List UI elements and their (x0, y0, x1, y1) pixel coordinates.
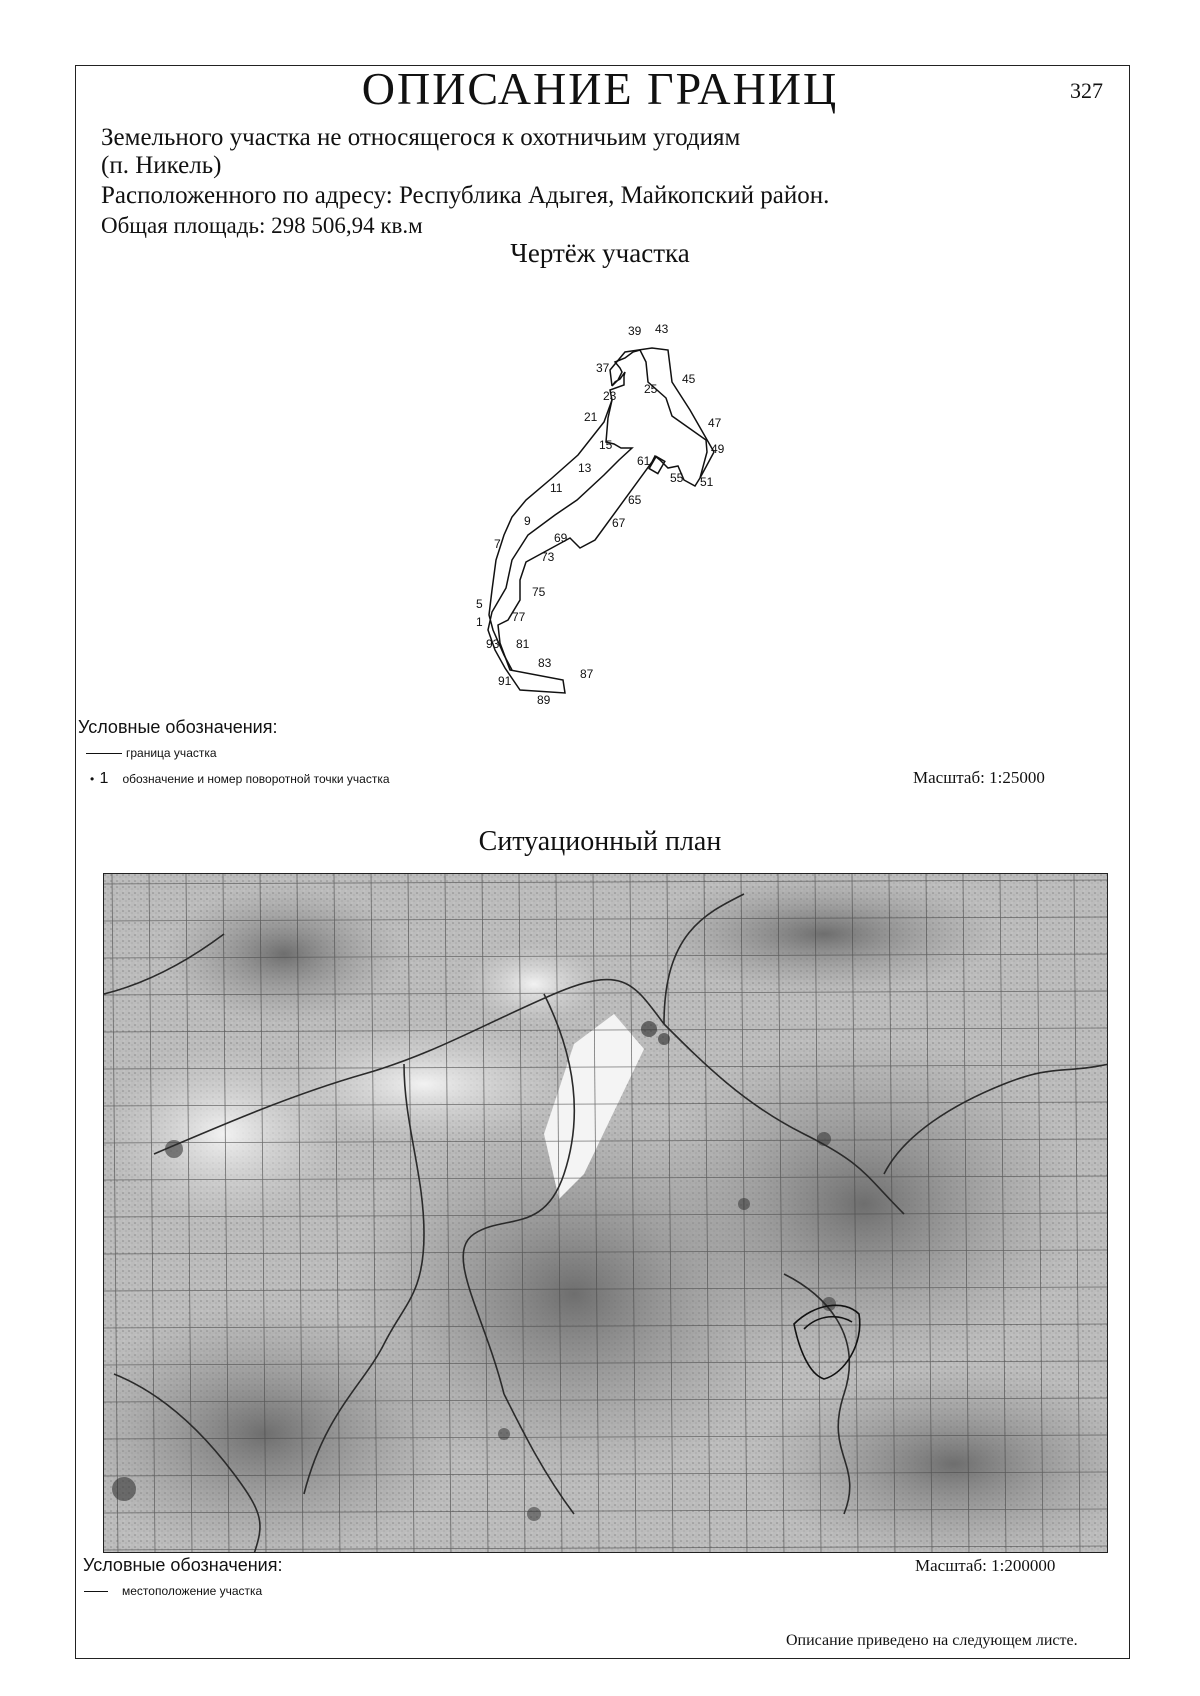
parcel-description: Земельного участка не относящегося к охотничьим угодиям (101, 124, 741, 151)
location-line-symbol (84, 1591, 108, 1592)
settlement-name: (п. Никель) (101, 152, 222, 179)
point-label-73: 73 (541, 550, 555, 564)
point-label-81: 81 (516, 637, 530, 651)
parcel-boundary-west (489, 400, 612, 670)
drawing-scale: Масштаб: 1:25000 (913, 768, 1045, 787)
drawing-heading: Чертёж участка (510, 238, 690, 268)
legend-boundary-row (86, 746, 217, 760)
legend-location-row (84, 1584, 262, 1598)
point-label-37: 37 (596, 361, 610, 375)
point-label-15: 15 (599, 438, 613, 452)
point-label-39: 39 (628, 324, 642, 338)
situation-scale: Масштаб: 1:200000 (915, 1556, 1056, 1575)
point-label-55: 55 (670, 471, 684, 485)
point-label-65: 65 (628, 493, 642, 507)
point-label-43: 43 (655, 322, 669, 336)
point-label-77: 77 (512, 610, 526, 624)
point-label-11: 11 (550, 481, 563, 495)
parcel-drawing (0, 0, 1200, 720)
parcel-notch (649, 456, 665, 473)
situation-plan-heading: Ситуационный план (478, 826, 722, 857)
footer-note: Описание приведено на следующем листе. (786, 1632, 1078, 1649)
point-label-5: 5 (476, 597, 483, 611)
point-label-51: 51 (700, 475, 714, 489)
point-label-91: 91 (498, 674, 512, 688)
point-label-67: 67 (612, 516, 626, 530)
point-label-23: 23 (603, 389, 617, 403)
legend-boundary-label: граница участка (126, 746, 217, 760)
parcel-boundary-north (610, 348, 714, 478)
point-label-7: 7 (494, 537, 501, 551)
situation-map (103, 873, 1108, 1553)
situation-legend-title: Условные обозначения: (83, 1555, 283, 1575)
point-label-87: 87 (580, 667, 594, 681)
point-label-9: 9 (524, 514, 531, 528)
point-label-89: 89 (537, 693, 551, 707)
point-label-13: 13 (578, 461, 592, 475)
point-label-45: 45 (682, 372, 696, 386)
point-label-1: 1 (476, 615, 483, 629)
point-label-49: 49 (711, 442, 725, 456)
point-label-47: 47 (708, 416, 722, 430)
page-number: 327 (1070, 78, 1103, 103)
point-label-75: 75 (532, 585, 546, 599)
point-label-69: 69 (554, 531, 568, 545)
boundary-line-symbol (86, 753, 122, 754)
parcel-area: Общая площадь: 298 506,94 кв.м (101, 213, 423, 238)
parcel-address: Расположенного по адресу: Республика Адыгея, Майкопский район. (101, 182, 830, 209)
drawing-legend-title: Условные обозначения: (78, 717, 278, 737)
point-label-21: 21 (584, 410, 598, 424)
point-label-83: 83 (538, 656, 552, 670)
point-label-61: 61 (637, 454, 651, 468)
point-dot-symbol: • (90, 772, 95, 786)
point-label-25: 25 (644, 382, 658, 396)
legend-location-label: местоположение участка (122, 1584, 263, 1598)
legend-point-symbol: 1 (99, 770, 109, 787)
topographic-map-image (104, 874, 1108, 1553)
legend-point-label: обозначение и номер поворотной точки участка (122, 772, 390, 786)
legend-point-row (90, 770, 390, 788)
document-title: ОПИСАНИЕ ГРАНИЦ (361, 63, 839, 114)
point-label-93: 93 (486, 637, 500, 651)
